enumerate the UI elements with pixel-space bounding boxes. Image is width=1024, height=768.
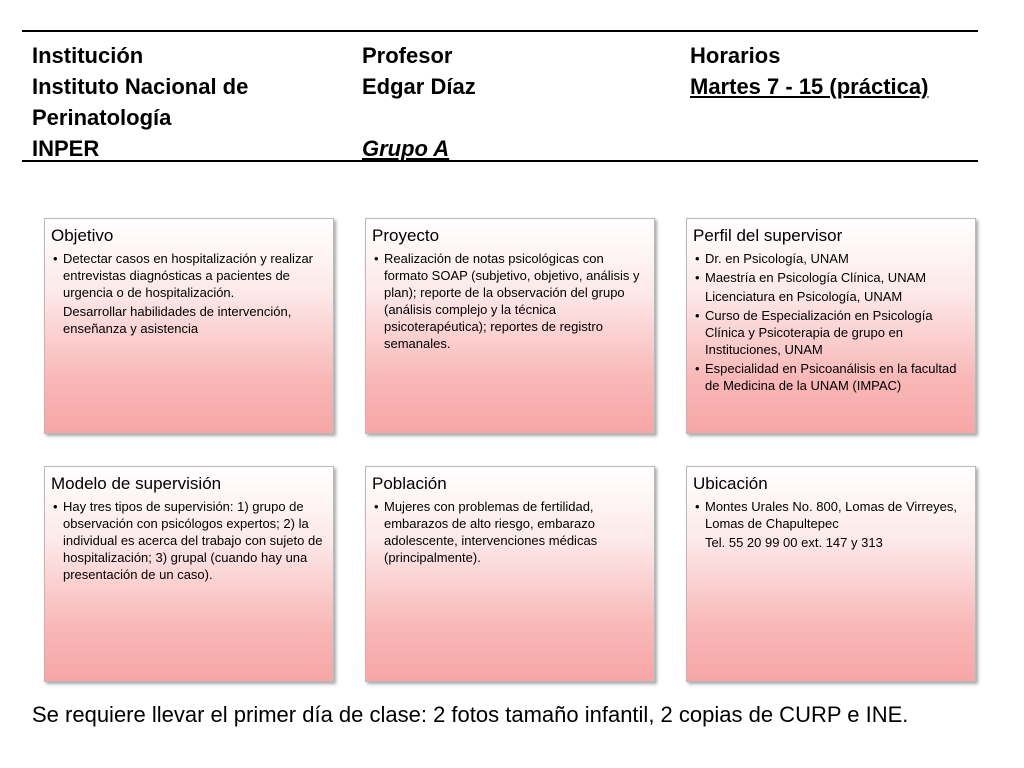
list-item: • Curso de Especialización en Psicología Clínica y Psicoterapia de grupo en Instituciones, UNAM (693, 307, 969, 358)
institucion-name-line2: Perinatología (32, 105, 172, 130)
list-item: • Montes Urales No. 800, Lomas de Virreyes, Lomas de Chapultepec (693, 498, 969, 532)
list-item: • Realización de notas psicológicas con formato SOAP (subjetivo, objetivo, análisis y plan); reporte de la observación del grupo (análisis complejo y la técnica psicoterapéutica); reportes de registro semanales. (372, 250, 648, 352)
list-item: • Detectar casos en hospitalización y realizar entrevistas diagnósticas a pacientes de urgencia o de hospitalización. (51, 250, 327, 301)
institucion-name-line1: Instituto Nacional de (32, 74, 249, 99)
card-ubicacion (686, 466, 976, 682)
card-title-proyecto: Proyecto (372, 226, 440, 245)
list-item: Tel. 55 20 99 00 ext. 147 y 313 (705, 535, 883, 550)
profesor-label: Profesor (362, 43, 453, 68)
list-item: • Especialidad en Psicoanálisis en la facultad de Medicina de la UNAM (IMPAC) (693, 360, 969, 394)
card-proyecto (365, 218, 655, 434)
header-table (22, 30, 978, 162)
horarios-value: Martes 7 - 15 (práctica) (690, 74, 929, 99)
card-list-proyecto (372, 250, 648, 352)
list-item: Desarrollar habilidades de intervención, enseñanza y asistencia (63, 304, 292, 336)
list-item: Licenciatura en Psicología, UNAM (705, 289, 903, 304)
card-objetivo (44, 218, 334, 434)
card-perfil (686, 218, 976, 434)
card-title-perfil: Perfil del supervisor (693, 226, 843, 245)
list-item: • Maestría en Psicología Clínica, UNAM (693, 269, 969, 286)
card-list-objetivo (51, 250, 327, 337)
card-title-modelo: Modelo de supervisión (51, 474, 222, 493)
footer-note: Se requiere llevar el primer día de clase: 2 fotos tamaño infantil, 2 copias de CURP e INE. (32, 702, 909, 727)
card-list-poblacion (372, 498, 648, 566)
profesor-gap (362, 102, 662, 133)
card-poblacion (365, 466, 655, 682)
profesor-column (342, 32, 672, 160)
card-title-poblacion: Población (372, 474, 447, 493)
list-item: • Hay tres tipos de supervisión: 1) grupo de observación con psicólogos expertos; 2) la individual es acerca del trabajo con sujeto de hospitalización; 3) grupal (cuando hay una presentación de un caso). (51, 498, 327, 583)
card-list-ubicacion (693, 498, 969, 551)
card-title-objetivo: Objetivo (51, 226, 114, 245)
card-list-perfil (693, 250, 969, 394)
card-title-ubicacion: Ubicación (693, 474, 768, 493)
institucion-acronym: INPER (32, 136, 100, 161)
list-item: • Mujeres con problemas de fertilidad, embarazos de alto riesgo, embarazo adolescente, intervenciones médicas (principalmente). (372, 498, 648, 566)
institucion-column (22, 32, 342, 160)
card-list-modelo (51, 498, 327, 583)
grupo-label: Grupo A (362, 136, 450, 161)
horarios-label: Horarios (690, 43, 781, 68)
card-modelo (44, 466, 334, 682)
list-item: • Dr. en Psicología, UNAM (693, 250, 969, 267)
profesor-name: Edgar Díaz (362, 74, 476, 99)
horarios-column (672, 32, 978, 160)
institucion-label: Institución (32, 43, 144, 68)
